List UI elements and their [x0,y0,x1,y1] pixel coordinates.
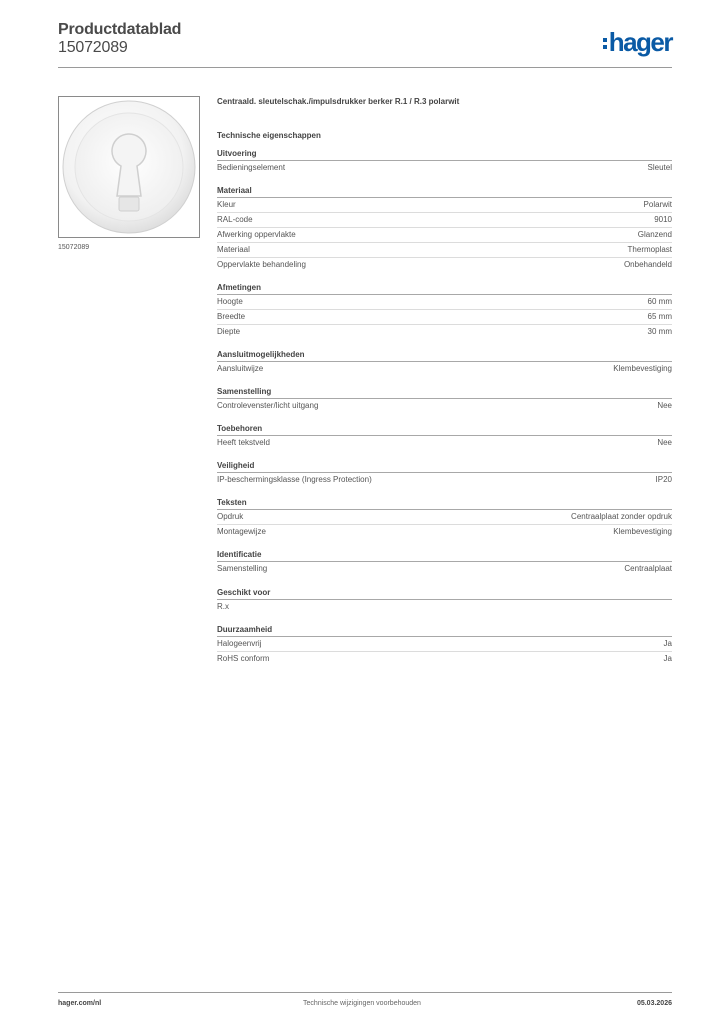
spec-label: Materiaal [217,245,250,254]
header-divider [58,67,672,68]
spec-label: Controlevenster/licht uitgang [217,401,319,410]
spec-label: Montagewijze [217,527,266,536]
logo-text: hager [608,27,672,57]
spec-label: RAL-code [217,215,253,224]
spec-label: Hoogte [217,297,243,306]
footer-divider [58,992,672,993]
spec-group-title: Duurzaamheid [217,625,672,637]
spec-group-title: Aansluitmogelijkheden [217,350,672,362]
spec-group-title: Afmetingen [217,283,672,295]
spec-group [217,550,672,576]
spec-label: Samenstelling [217,564,268,573]
spec-label: Breedte [217,312,246,321]
spec-group-title: Materiaal [217,186,672,198]
spec-label: IP-beschermingsklasse (Ingress Protection) [217,475,372,484]
spec-value: Nee [657,401,672,410]
spec-row [217,436,672,450]
spec-row [217,325,672,339]
spec-group [217,625,672,666]
spec-group [217,424,672,450]
spec-group-title: Teksten [217,498,672,510]
spec-row [217,652,672,666]
spec-value: Polarwit [643,200,672,209]
spec-value: IP20 [655,475,672,484]
spec-row [217,295,672,310]
spec-group [217,387,672,413]
extra-spec-groups [217,588,672,666]
product-image [58,96,200,238]
spec-row [217,228,672,243]
spec-value: 30 mm [647,327,672,336]
spec-label: Bedieningselement [217,163,286,172]
spec-label: Heeft tekstveld [217,438,270,447]
spec-row [217,399,672,413]
footer-notice: Technische wijzigingen voorbehouden [303,1000,421,1007]
spec-label: Diepte [217,327,241,336]
product-title: Centraald. sleutelschak./impulsdrukker berker R.1 / R.3 polarwit [217,97,460,106]
hager-logo [603,28,672,56]
article-number: 15072089 [58,39,128,56]
spec-row [217,362,672,376]
spec-group-title: Veiligheid [217,461,672,473]
spec-row [217,600,672,614]
spec-value: Nee [657,438,672,447]
spec-value: Glanzend [637,230,672,239]
spec-value: 65 mm [647,312,672,321]
spec-group-title: Toebehoren [217,424,672,436]
spec-row [217,310,672,325]
image-caption: 15072089 [58,244,90,251]
spec-value: Centraalplaat [624,564,672,573]
spec-value: Thermoplast [627,245,672,254]
spec-row [217,198,672,213]
spec-value: Klembevestiging [613,364,672,373]
spec-label: Oppervlakte behandeling [217,260,306,269]
spec-row [217,213,672,228]
spec-row [217,510,672,525]
spec-group [217,283,672,339]
spec-value: Onbehandeld [623,260,672,269]
spec-group-title: Uitvoering [217,149,672,161]
spec-label: Aansluitwijze [217,364,264,373]
spec-row [217,243,672,258]
spec-label: Afwerking oppervlakte [217,230,296,239]
spec-groups [217,149,672,576]
spec-group-title: Samenstelling [217,387,672,399]
logo-dots-icon [603,38,607,49]
spec-row [217,473,672,487]
spec-value: Klembevestiging [613,527,672,536]
spec-group [217,588,672,614]
page-title: Productdatablad [58,21,182,38]
cover-plate-illustration [59,97,199,237]
footer-date: 05.03.2026 [636,1000,672,1007]
spec-value: Centraalplaat zonder opdruk [571,512,672,521]
spec-row [217,525,672,539]
spec-value: Sleutel [647,163,672,172]
spec-group-title: Identificatie [217,550,672,562]
spec-row [217,637,672,652]
spec-row [217,562,672,576]
spec-label: Halogeenvrij [217,639,262,648]
spec-value: 60 mm [647,297,672,306]
footer-website[interactable]: hager.com/nl [58,1000,102,1007]
spec-value: Ja [663,639,672,648]
spec-row [217,161,672,175]
spec-group-title: Geschikt voor [217,588,672,600]
spec-content [217,96,672,666]
spec-label: Opdruk [217,512,244,521]
spec-group [217,149,672,175]
spec-group [217,461,672,487]
spec-group [217,186,672,272]
section-heading: Technische eigenschappen [217,131,321,140]
spec-label: Kleur [217,200,236,209]
spec-value: 9010 [654,215,672,224]
spec-group [217,350,672,376]
spec-label: RoHS conform [217,654,270,663]
spec-label: R.x [217,602,229,611]
spec-group [217,498,672,539]
spec-value: Ja [663,654,672,663]
spec-row [217,258,672,272]
